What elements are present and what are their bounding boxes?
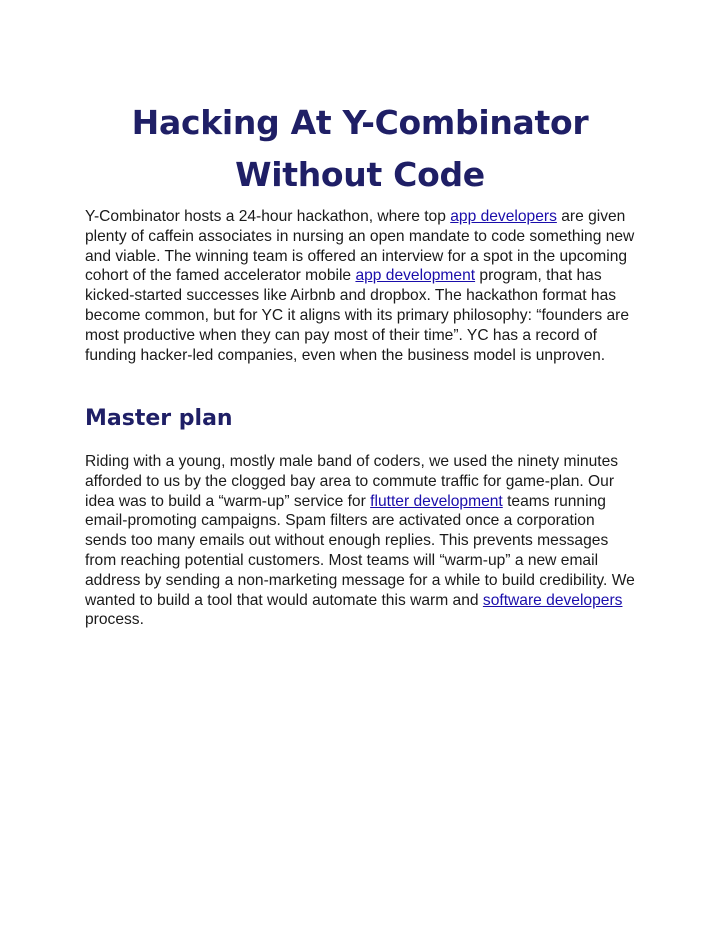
master-plan-paragraph: [85, 452, 635, 630]
intro-text-1: Y-Combinator hosts a 24-hour hackathon, where top: [85, 208, 451, 225]
software-developers-link[interactable]: software developers: [482, 591, 623, 609]
intro-paragraph: [85, 207, 635, 365]
plan-text-1: Riding with a young, mostly male band of coders, we used the ninety minutes afforded to us by the clogged bay area to commute traffic for game-plan. Our idea was to build a “warm-up” service for: [85, 453, 619, 510]
flutter-development-link[interactable]: flutter development: [370, 492, 503, 510]
intro-text-3: program, that has kicked-started successes like Airbnb and dropbox. The hackathon format has become common, but for YC it aligns with its primary philosophy: “founders are most productive when they can pay most of their time”. YC has a record of funding hacker-led companies, even when the business model is unproven.: [85, 267, 629, 364]
intro-text-2: are given plenty of caffein associates in nursing an open mandate to code something new and viable. The winning team is offered an interview for a spot in the upcoming cohort of the famed accelerator mobile: [85, 208, 635, 285]
title-line-1: Hacking At Y-Combinator: [131, 103, 589, 142]
plan-text-3: process.: [85, 611, 144, 629]
app-development-link[interactable]: app development: [355, 267, 476, 285]
title-line-2: Without Code: [235, 155, 485, 194]
document-title: [60, 97, 660, 201]
app-developers-link[interactable]: app developers: [450, 208, 557, 225]
section-heading: Master plan: [85, 406, 233, 431]
plan-text-2: teams running email-promoting campaigns. Spam filters are activated once a corporation sends too many emails out without enough replies. This prevents messages from reaching potential customers. Most teams will “warm-up” a new email address by sending a non-marketing message for a while to build credibility. We wanted to build a tool that would automate this warm and: [85, 492, 635, 609]
